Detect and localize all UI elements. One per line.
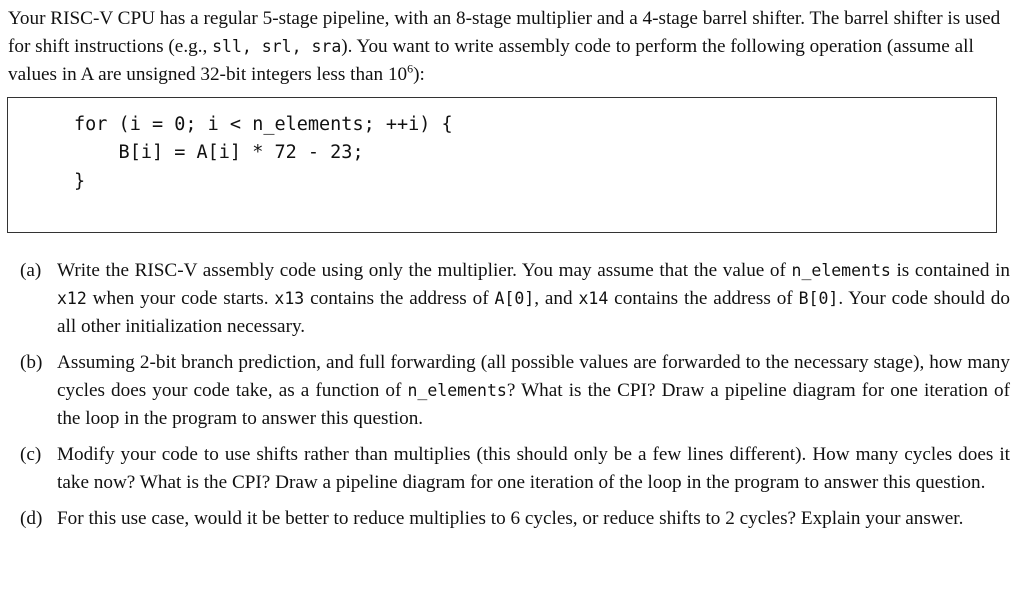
- exponent: 6: [407, 61, 414, 76]
- question-parts: [20, 257, 1010, 541]
- part-label: (c): [20, 444, 42, 465]
- part-c: (c) Modify your code to use shifts rather than multiplies (this should only be a few lines different). How many cycles does it take now? What is the CPI? Draw a pipeline diagram for one iteration of the loop in the program to answer this question.: [20, 441, 1010, 497]
- part-a: (a) Write the RISC-V assembly code using only the multiplier. You may assume that the value of n_elements is contained in x12 when your code starts. x13 contains the address of A[0], and x14 contains the address of B[0]. Your code should do all other initialization necessary.: [20, 257, 1010, 341]
- code-line-3: }: [74, 171, 86, 192]
- part-d: (d) For this use case, would it be better to reduce multiplies to 6 cycles, or reduce shifts to 2 cycles? Explain your answer.: [20, 505, 1010, 533]
- part-label: (d): [20, 508, 43, 529]
- part-label: (b): [20, 352, 43, 373]
- code-line-2: B[i] = A[i] * 72 - 23;: [74, 142, 364, 163]
- problem-intro: Your RISC-V CPU has a regular 5-stage pipeline, with an 8-stage multiplier and a 4-stage barrel shifter. The barrel shifter is used for shift instructions (e.g., sll, srl, sra). You want to write assembly code to perform the following operation (assume all values in A are unsigned 32-bit integers less than $10^6$):: [8, 8, 1001, 85]
- shift-instructions: sll, srl, sra: [212, 37, 342, 56]
- code-line-1: for (i = 0; i < n_elements; ++i) {: [74, 114, 453, 135]
- part-label: (a): [20, 260, 42, 281]
- code-box: [7, 97, 997, 233]
- part-b: (b) Assuming 2-bit branch prediction, and full forwarding (all possible values are forwarded to the necessary stage), how many cycles does your code take, as a function of n_elements? What is the CPI? Draw a pipeline diagram for one iteration of the loop in the program to answer this question.: [20, 349, 1010, 433]
